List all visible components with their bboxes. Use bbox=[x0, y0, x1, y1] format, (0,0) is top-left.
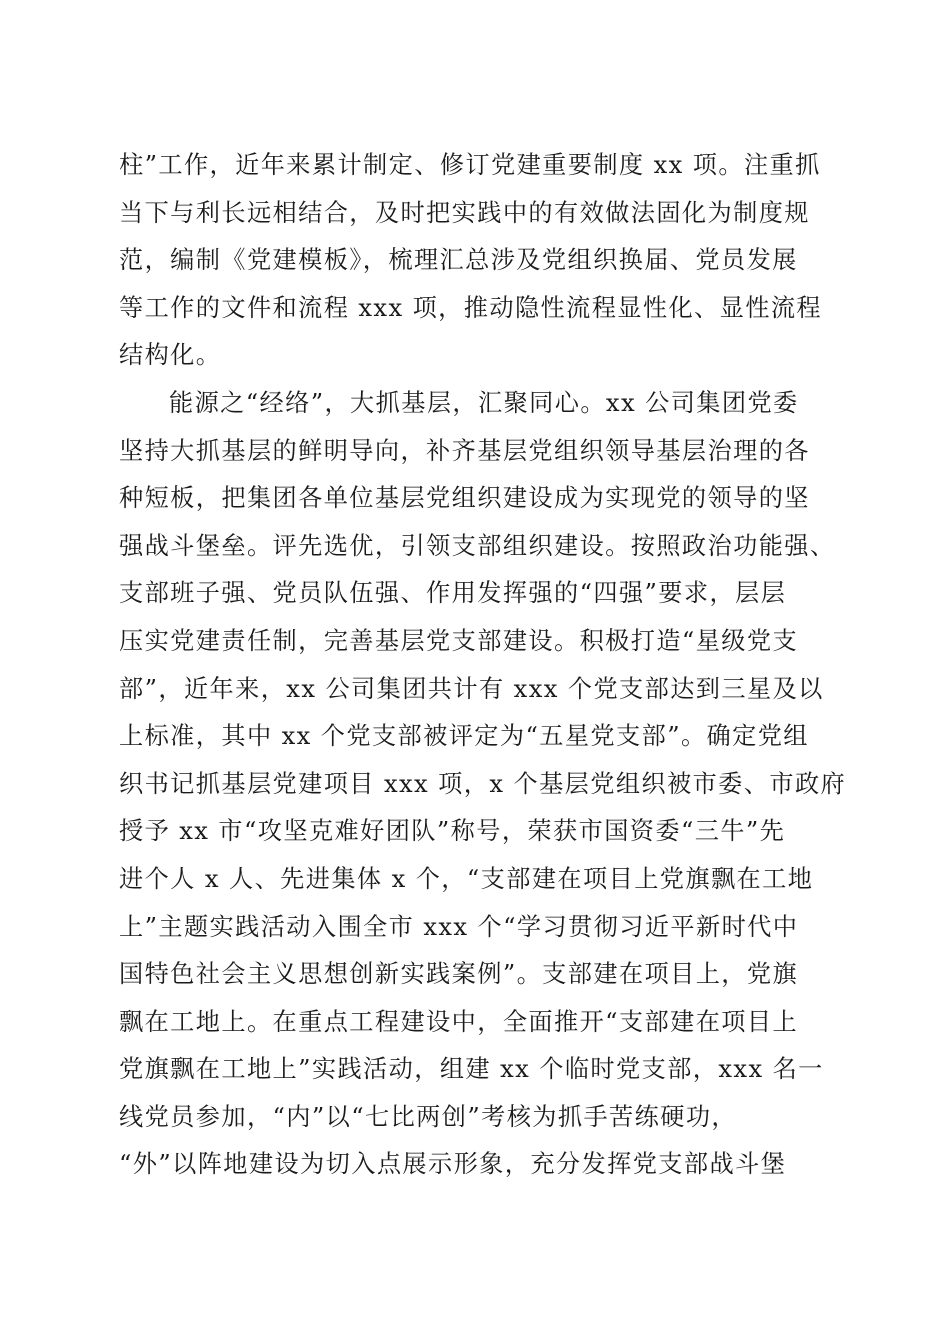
text-line: 等工作的文件和流程 xxx 项，推动隐性流程显性化、显性流程 bbox=[119, 293, 822, 322]
text-line: 上”主题实践活动入围全市 xxx 个“学习贯彻习近平新时代中 bbox=[119, 912, 799, 941]
text-line: 党旗飘在工地上”实践活动，组建 xx 个临时党支部，xxx 名一 bbox=[119, 1055, 824, 1084]
text-line: 国特色社会主义思想创新实践案例”。支部建在项目上，党旗 bbox=[119, 960, 799, 989]
text-line: 柱”工作，近年来累计制定、修订党建重要制度 xx 项。注重抓 bbox=[119, 151, 821, 179]
text-line: 飘在工地上。在重点工程建设中，全面推开“支部建在项目上 bbox=[119, 1007, 799, 1036]
text-line: 结构化。 bbox=[119, 341, 222, 370]
text-line: 范，编制《党建模板》，梳理汇总涉及党组织换届、党员发展 bbox=[119, 246, 798, 275]
text-line: 部”，近年来，xx 公司集团共计有 xxx 个党支部达到三星及以 bbox=[119, 674, 824, 703]
text-line: 上标准，其中 xx 个党支部被评定为“五星党支部”。确定党组 bbox=[119, 722, 809, 751]
text-line: 进个人 x 人、先进集体 x 个，“支部建在项目上党旗飘在工地 bbox=[119, 864, 814, 893]
text-line: 授予 xx 市“攻坚克难好团队”称号，荣获市国资委“三牛”先 bbox=[119, 817, 786, 846]
text-line: 支部班子强、党员队伍强、作用发挥强的“四强”要求，层层 bbox=[119, 579, 787, 608]
text-line: 线党员参加，“内”以“七比两创”考核为抓手苦练硬功， bbox=[119, 1102, 737, 1131]
text-line: 压实党建责任制，完善基层党支部建设。积极打造“星级党支 bbox=[119, 626, 799, 655]
text-line: 当下与利长远相结合，及时把实践中的有效做法固化为制度规 bbox=[119, 198, 810, 227]
text-line: 坚持大抓基层的鲜明导向，补齐基层党组织领导基层治理的各 bbox=[119, 436, 810, 465]
text-line: 强战斗堡垒。评先选优，引领支部组织建设。按照政治功能强、 bbox=[119, 531, 836, 560]
paragraph-start-line: 能源之“经络”，大抓基层，汇聚同心。xx 公司集团党委 bbox=[169, 388, 799, 417]
text-line: 织书记抓基层党建项目 xxx 项，x 个基层党组织被市委、市政府 bbox=[119, 769, 847, 798]
text-line: “外”以阵地建设为切入点展示形象，充分发挥党支部战斗堡 bbox=[119, 1150, 787, 1179]
text-line: 种短板，把集团各单位基层党组织建设成为实现党的领导的坚 bbox=[119, 484, 810, 513]
body-text bbox=[119, 142, 847, 1189]
